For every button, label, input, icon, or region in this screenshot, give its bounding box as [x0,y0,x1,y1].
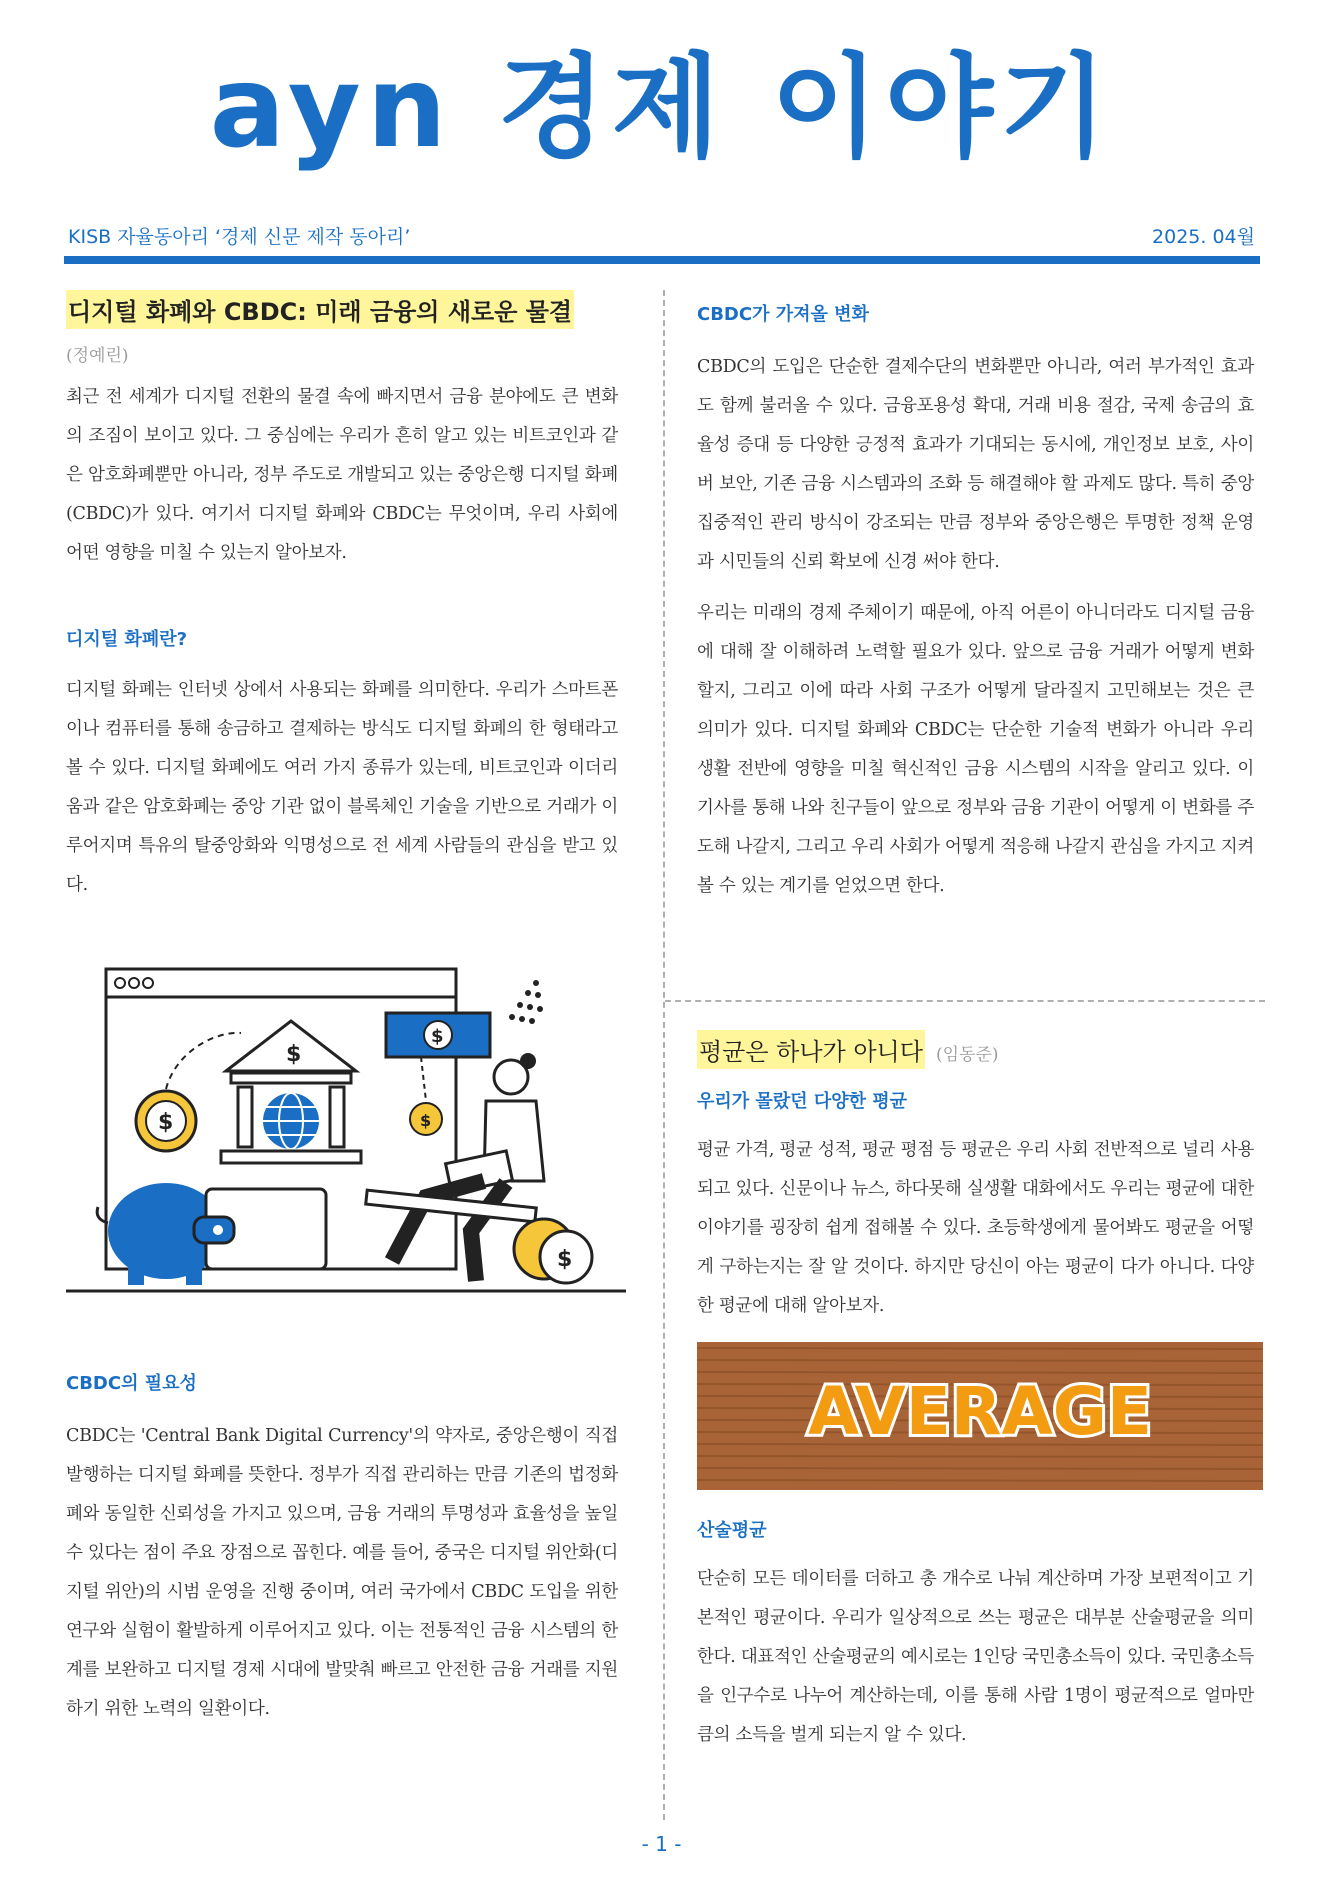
svg-text:$: $ [420,1111,432,1130]
svg-text:$: $ [557,1247,573,1272]
section-body-cbdc-change-2: 우리는 미래의 경제 주체이기 때문에, 아직 어른이 아니더라도 디지털 금융에 대해 잘 이해하려 노력할 필요가 있다. 앞으로 금융 거래가 어떻게 변화할지, 그리고 이에 따라 사회 구조가 어떻게 달라질지 고민해보는 것은 큰 의미가 있다. 디지털 화폐와 CBDC는 단순한 기술적 변화가 아니라 우리 생활 전반에 영향을 미칠 혁신적인 금융 시스템의 시작을 알리고 있다. 이 기사를 통해 나와 친구들이 앞으로 정부와 금융 기관이 어떻게 이 변화를 주도해 나갈지, 그리고 우리 사회가 어떻게 적응해 나갈지 관심을 가지고 지켜볼 수 있는 계기를 얻었으면 한다. [697,603,1254,896]
average-word: AVERAGE [808,1373,1152,1450]
club-name: KISB 자율동아리 ‘경제 신문 제작 동아리’ [68,226,411,248]
section-heading-arithmetic-mean: 산술평균 [697,1520,767,1541]
section-heading-cbdc-change: CBDC가 가져올 변화 [697,304,869,325]
section-body-arithmetic-mean: 단순히 모든 데이터를 더하고 총 개수로 나눠 계산하며 가장 보편적이고 기본적인 평균이다. 우리가 일상적으로 쓰는 평균은 대부분 산술평균을 의미한다. 대표적인 산술평균의 예시로는 1인당 국민총소득이 있다. 국민총소득을 인구수로 나누어 계산하는데, 이를 통해 사람 1명이 평균적으로 얼마만큼의 소득을 벌게 되는지 알 수 있다. [697,1569,1254,1745]
section-body-cbdc-need: CBDC는 'Central Bank Digital Currency'의 약자로, 중앙은행이 직접 발행하는 디지털 화폐를 뜻한다. 정부가 직접 관리하는 만큼 기존의 법정화폐와 동일한 신뢰성을 가지고 있으며, 금융 거래의 투명성과 효율성을 높일 수 있다는 점이 주요 장점으로 꼽힌다. 예를 들어, 중국은 디지털 위안화(디지털 위안)의 시범 운영을 진행 중이며, 여러 국가에서 CBDC 도입을 위한 연구와 실험이 활발하게 이루어지고 있다. 이는 전통적인 금융 시스템의 한계를 보완하고 디지털 경제 시대에 발맞춰 빠르고 안전한 금융 거래를 지원하기 위한 노력의 일환이다. [66,1426,618,1719]
page-number: - 1 - [641,1832,682,1856]
issue-date: 2025. 04월 [1152,226,1255,248]
svg-text:$: $ [431,1026,444,1047]
section-body-various-averages: 평균 가격, 평균 성적, 평균 평점 등 평균은 우리 사회 전반적으로 널리 사용되고 있다. 신문이나 뉴스, 하다못해 실생활 대화에서도 우리는 평균에 대한 이야기를 굉장히 쉽게 접해볼 수 있다. 초등학생에게 물어봐도 평균을 어떻게 구하는지는 잘 알 것이다. 하지만 당신이 아는 평균이 다가 아니다. 다양한 평균에 대해 알아보자. [697,1140,1254,1316]
banknote-icon [386,1013,490,1057]
average-letters [697,1342,1263,1490]
coin-dollar-label: $ [158,1110,174,1135]
article1-title: 디지털 화폐와 CBDC: 미래 금융의 새로운 물결 [66,290,574,329]
section-heading-various-averages: 우리가 몰랐던 다양한 평균 [697,1091,908,1112]
right-column [697,290,1254,1745]
article1-author: (정예린) [66,346,129,366]
article1-intro: 최근 전 세계가 디지털 전환의 물결 속에 빠지면서 금융 분야에도 큰 변화의 조짐이 보이고 있다. 그 중심에는 우리가 흔히 알고 있는 비트코인과 같은 암호화폐뿐만 아니라, 정부 주도로 개발되고 있는 중앙은행 디지털 화폐(CBDC)가 있다. 여기서 디지털 화폐와 CBDC는 무엇이며, 우리 사회에 어떤 영향을 미칠 수 있는지 알아보자. [66,387,618,563]
section-heading-digital-currency: 디지털 화폐란? [66,629,188,650]
section-heading-cbdc-need: CBDC의 필요성 [66,1373,197,1394]
digital-finance-illustration [66,961,628,1321]
article2-author: (임동준) [936,1045,999,1065]
section-body-cbdc-change-1: CBDC의 도입은 단순한 결제수단의 변화뿐만 아니라, 여러 부가적인 효과도 함께 불러올 수 있다. 금융포용성 확대, 거래 비용 절감, 국제 송금의 효율성 증대 등 다양한 긍정적 효과가 기대되는 동시에, 개인정보 보호, 사이버 보안, 기존 금융 시스템과의 조화 등 해결해야 할 과제도 많다. 특히 중앙 집중적인 관리 방식이 강조되는 만큼 정부와 중앙은행은 투명한 정책 운영과 시민들의 신뢰 확보에 신경 써야 한다. [697,357,1254,572]
header-rule [64,256,1260,264]
wallet-icon [194,1189,326,1269]
left-column [66,290,618,1729]
article2-title: 평균은 하나가 아니다 [697,1030,925,1069]
article2 [697,1030,1254,1755]
bank-dollar-label: $ [286,1042,302,1067]
subheader [68,222,1255,249]
average-photo [697,1342,1263,1490]
masthead-title: ayn 경제 이야기 [209,43,1114,173]
section-body-digital-currency: 디지털 화폐는 인터넷 상에서 사용되는 화폐를 의미한다. 우리가 스마트폰이나 컴퓨터를 통해 송금하고 결제하는 방식도 디지털 화폐의 한 형태라고 볼 수 있다. 디지털 화폐에도 여러 가지 종류가 있는데, 비트코인과 이더리움과 같은 암호화폐는 중앙 기관 없이 블록체인 기술을 기반으로 거래가 이루어지며 특유의 탈중앙화와 익명성으로 전 세계 사람들의 관심을 받고 있다. [66,680,618,895]
coin-icon [136,1091,196,1151]
column-divider [663,290,665,1820]
article-divider [665,1000,1265,1002]
